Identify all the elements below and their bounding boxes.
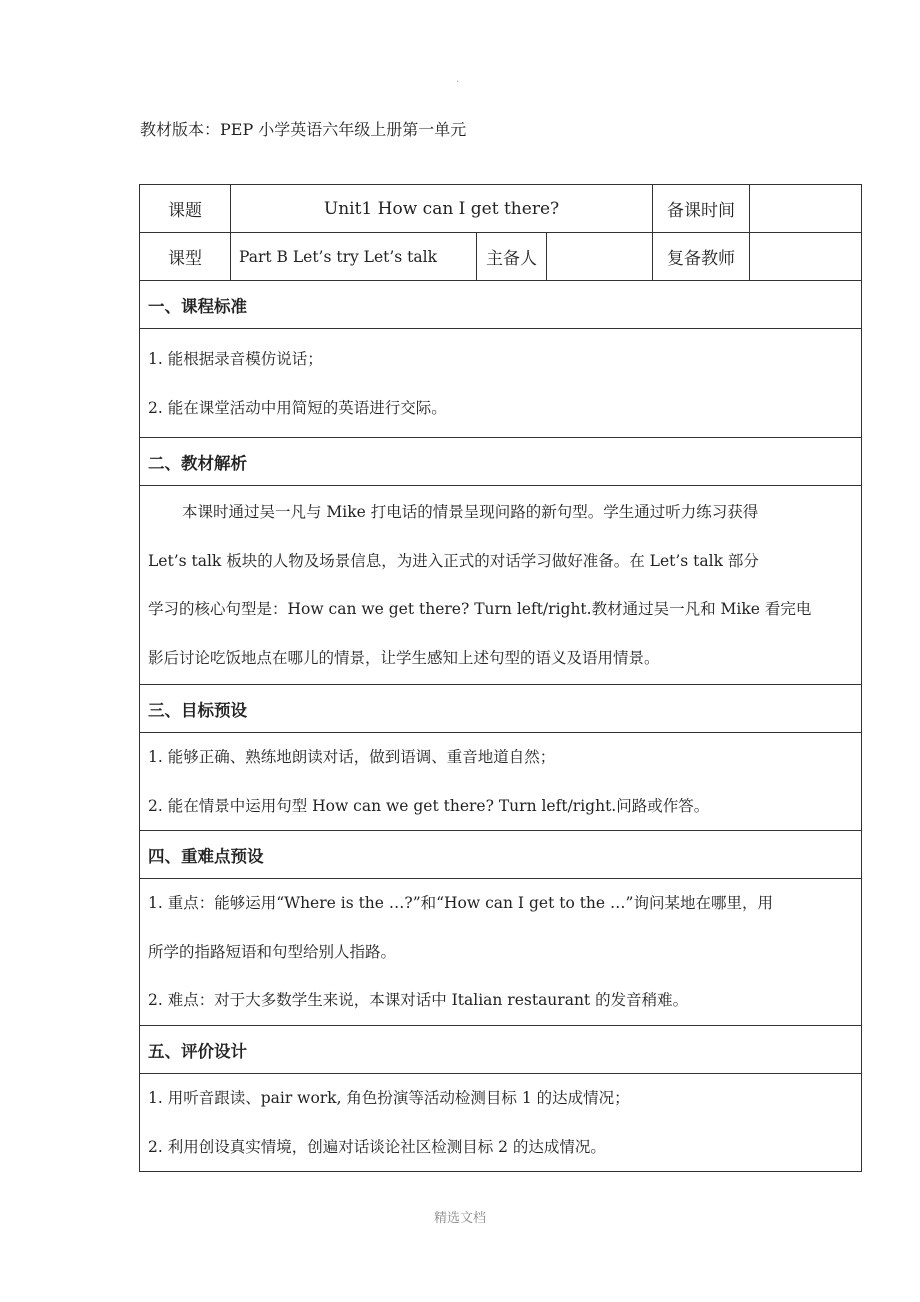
prep-time-value [750,185,862,233]
section-title: 三、目标预设 [140,685,862,733]
section-header-objectives [140,685,862,733]
section-line: Let’s talk 板块的人物及场景信息，为进入正式的对话学习做好准备。在 Let’s talk 部分 [148,551,759,570]
section-title: 五、评价设计 [140,1026,862,1074]
section-header-textbook-analysis [140,438,862,486]
section-line: 2. 能在情景中运用句型 How can we get there? Turn left/right.问路或作答。 [148,796,710,815]
section-header-key-points [140,831,862,879]
section-line: 2. 能在课堂活动中用简短的英语进行交际。 [148,398,447,417]
lesson-plan-table [139,184,862,1172]
prep-time-label: 备课时间 [653,185,750,233]
section-title: 一、课程标准 [140,281,862,329]
main-preparer-value [547,233,653,281]
section-header-curriculum-standard [140,281,862,329]
section-body-curriculum-standard [140,329,862,438]
section-body-objectives [140,733,862,831]
section-title: 四、重难点预设 [140,831,862,879]
section-line: 所学的指路短语和句型给别人指路。 [148,942,397,961]
section-line: 学习的核心句型是：How can we get there? Turn left/right.教材通过吴一凡和 Mike 看完电 [148,600,812,618]
section-line: 2. 利用创设真实情境，创遍对话谈论社区检测目标 2 的达成情况。 [148,1137,606,1156]
review-teacher-label: 复备教师 [653,233,750,281]
section-line: 1. 用听音跟读、pair work, 角色扮演等活动检测目标 1 的达成情况； [148,1089,630,1107]
section-line: 影后讨论吃饭地点在哪儿的情景，让学生感知上述句型的语义及语用情景。 [148,648,660,667]
section-header-evaluation [140,1026,862,1074]
section-line: 1. 能够正确、熟练地朗读对话，做到语调、重音地道自然； [148,748,556,766]
type-row [140,233,862,281]
section-body-textbook-analysis [140,486,862,685]
review-teacher-value [750,233,862,281]
header-dot: . [456,74,460,85]
topic-row [140,185,862,233]
section-body-evaluation [140,1074,862,1172]
footer-label: 精选文档 [433,1211,486,1226]
topic-value: Unit1 How can I get there? [231,185,653,233]
section-line: 本课时通过吴一凡与 Mike 打电话的情景呈现问路的新句型。学生通过听力练习获得 [182,503,759,521]
section-line: 1. 能根据录音模仿说话； [148,350,323,368]
section-title: 二、教材解析 [140,438,862,486]
type-label: 课型 [140,233,231,281]
section-body-key-points [140,879,862,1026]
edition-line: 教材版本：PEP 小学英语六年级上册第一单元 [140,120,467,139]
section-line: 1. 重点：能够运用“Where is the …?”和“How can I get to the …”询问某地在哪里，用 [148,894,773,912]
topic-label: 课题 [140,185,231,233]
section-line: 2. 难点：对于大多数学生来说，本课对话中 Italian restaurant 的发音稍难。 [148,991,689,1009]
type-value: Part B Let’s try Let’s talk [231,233,477,281]
main-preparer-label: 主备人 [477,233,547,281]
